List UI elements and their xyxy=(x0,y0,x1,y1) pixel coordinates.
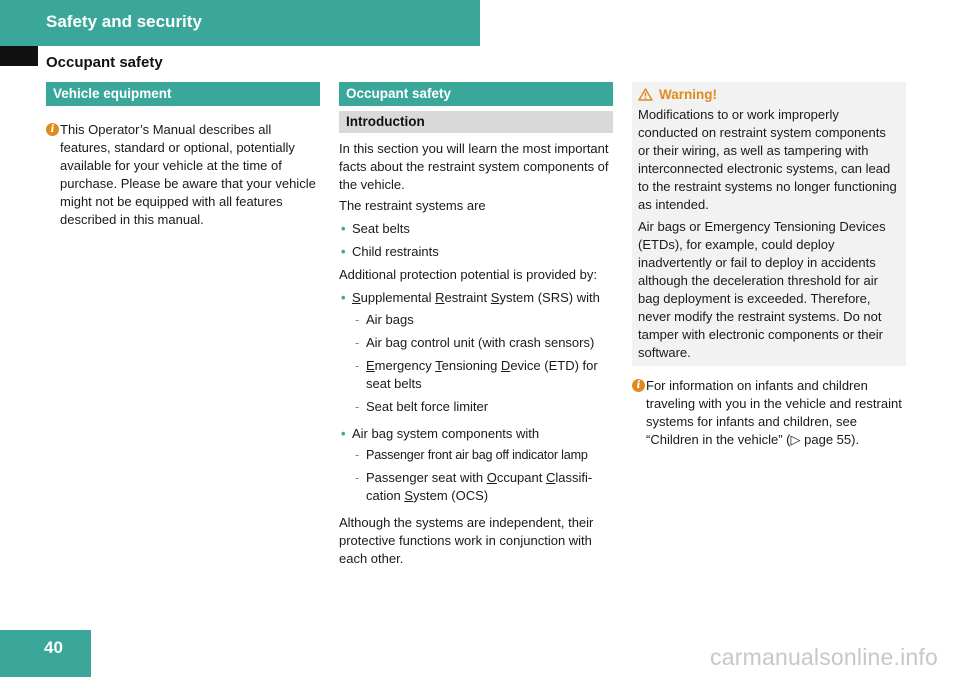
dash-icon: - xyxy=(355,448,359,462)
column-vehicle-equipment xyxy=(46,82,320,229)
sub-list-item: - Seat belt force limiter xyxy=(355,399,489,414)
list-item-srs: • Supplemental Restraint System (SRS) with xyxy=(341,290,600,305)
warning-title: Warning! xyxy=(659,87,717,102)
occupant-safety-heading: Occupant safety xyxy=(339,82,613,106)
sub-list-item: - Air bags xyxy=(355,312,414,327)
page-number: 40 xyxy=(44,638,63,657)
page-ref-arrow-icon: ▷ xyxy=(790,432,801,447)
dash-icon: - xyxy=(355,358,360,373)
additional-intro: Additional protection potential is provided by: xyxy=(339,267,597,282)
info-icon: i xyxy=(632,379,645,392)
sub-list-item: - Emergency Tensioning Device (ETD) for seat belts xyxy=(355,358,598,391)
warning-box xyxy=(632,82,906,366)
dash-icon: - xyxy=(355,335,360,350)
vehicle-equipment-heading: Vehicle equipment xyxy=(46,82,320,106)
info-note xyxy=(632,377,906,449)
bullet-icon: • xyxy=(341,221,346,236)
page-subtitle: Occupant safety xyxy=(46,54,163,71)
column-occupant-safety xyxy=(339,82,613,568)
info-icon: i xyxy=(46,123,59,136)
section-title: Safety and security xyxy=(46,12,202,31)
sub-list-item: - Passenger front air bag off indicator lamp xyxy=(355,448,588,462)
info-text: For information on infants and children traveling with you in the vehicle and restraint systems for infants and children, see “Children in the vehicle” (▷ page 55). xyxy=(646,378,902,447)
dash-icon: - xyxy=(355,399,360,414)
sub-list-item: - Air bag control unit (with crash sensors) xyxy=(355,335,595,350)
restraint-intro: The restraint systems are xyxy=(339,198,486,213)
warning-triangle-icon xyxy=(638,88,653,101)
warning-heading xyxy=(638,85,900,105)
sub-list-item: - Passenger seat with Occupant Classifi- cation System (OCS) xyxy=(355,470,593,503)
bullet-icon: • xyxy=(341,290,346,305)
dash-icon: - xyxy=(355,312,360,327)
warning-paragraph: Air bags or Emergency Tensioning Devices (ETDs), for example, could deploy inadvertently or fail to deploy in accidents although the deceleration threshold for air bag deployment is exceeded. Therefore, never modify the restraint systems. Do not tamper with electronic components or their software. xyxy=(638,219,886,360)
closing-paragraph: Although the systems are independent, their protective functions work in conjunction with each other. xyxy=(339,515,594,566)
bullet-icon: • xyxy=(341,244,346,259)
warning-paragraph: Modifications to or work improperly conducted on restraint system components or their wiring, as well as tampering with interconnected electronic systems, can lead to the restraint systems no longer functioning as intended. xyxy=(638,107,897,212)
info-note xyxy=(46,121,320,229)
bullet-icon: • xyxy=(341,426,346,441)
column-warning xyxy=(632,82,906,449)
list-item: • Child restraints xyxy=(341,244,439,259)
watermark: carmanualsonline.info xyxy=(710,644,938,670)
list-item-airbag: • Air bag system components with xyxy=(341,426,540,441)
intro-paragraph: In this section you will learn the most important facts about the restraint system components of the vehicle. xyxy=(339,141,609,192)
dash-icon: - xyxy=(355,470,360,485)
introduction-heading: Introduction xyxy=(339,111,613,133)
info-text: This Operator’s Manual describes all features, standard or optional, potentially available for your vehicle at the time of purchase. Please be aware that your vehicle might not be equipped with all features described in this manual. xyxy=(60,122,316,227)
list-item: • Seat belts xyxy=(341,221,410,236)
header-marker xyxy=(0,46,38,66)
